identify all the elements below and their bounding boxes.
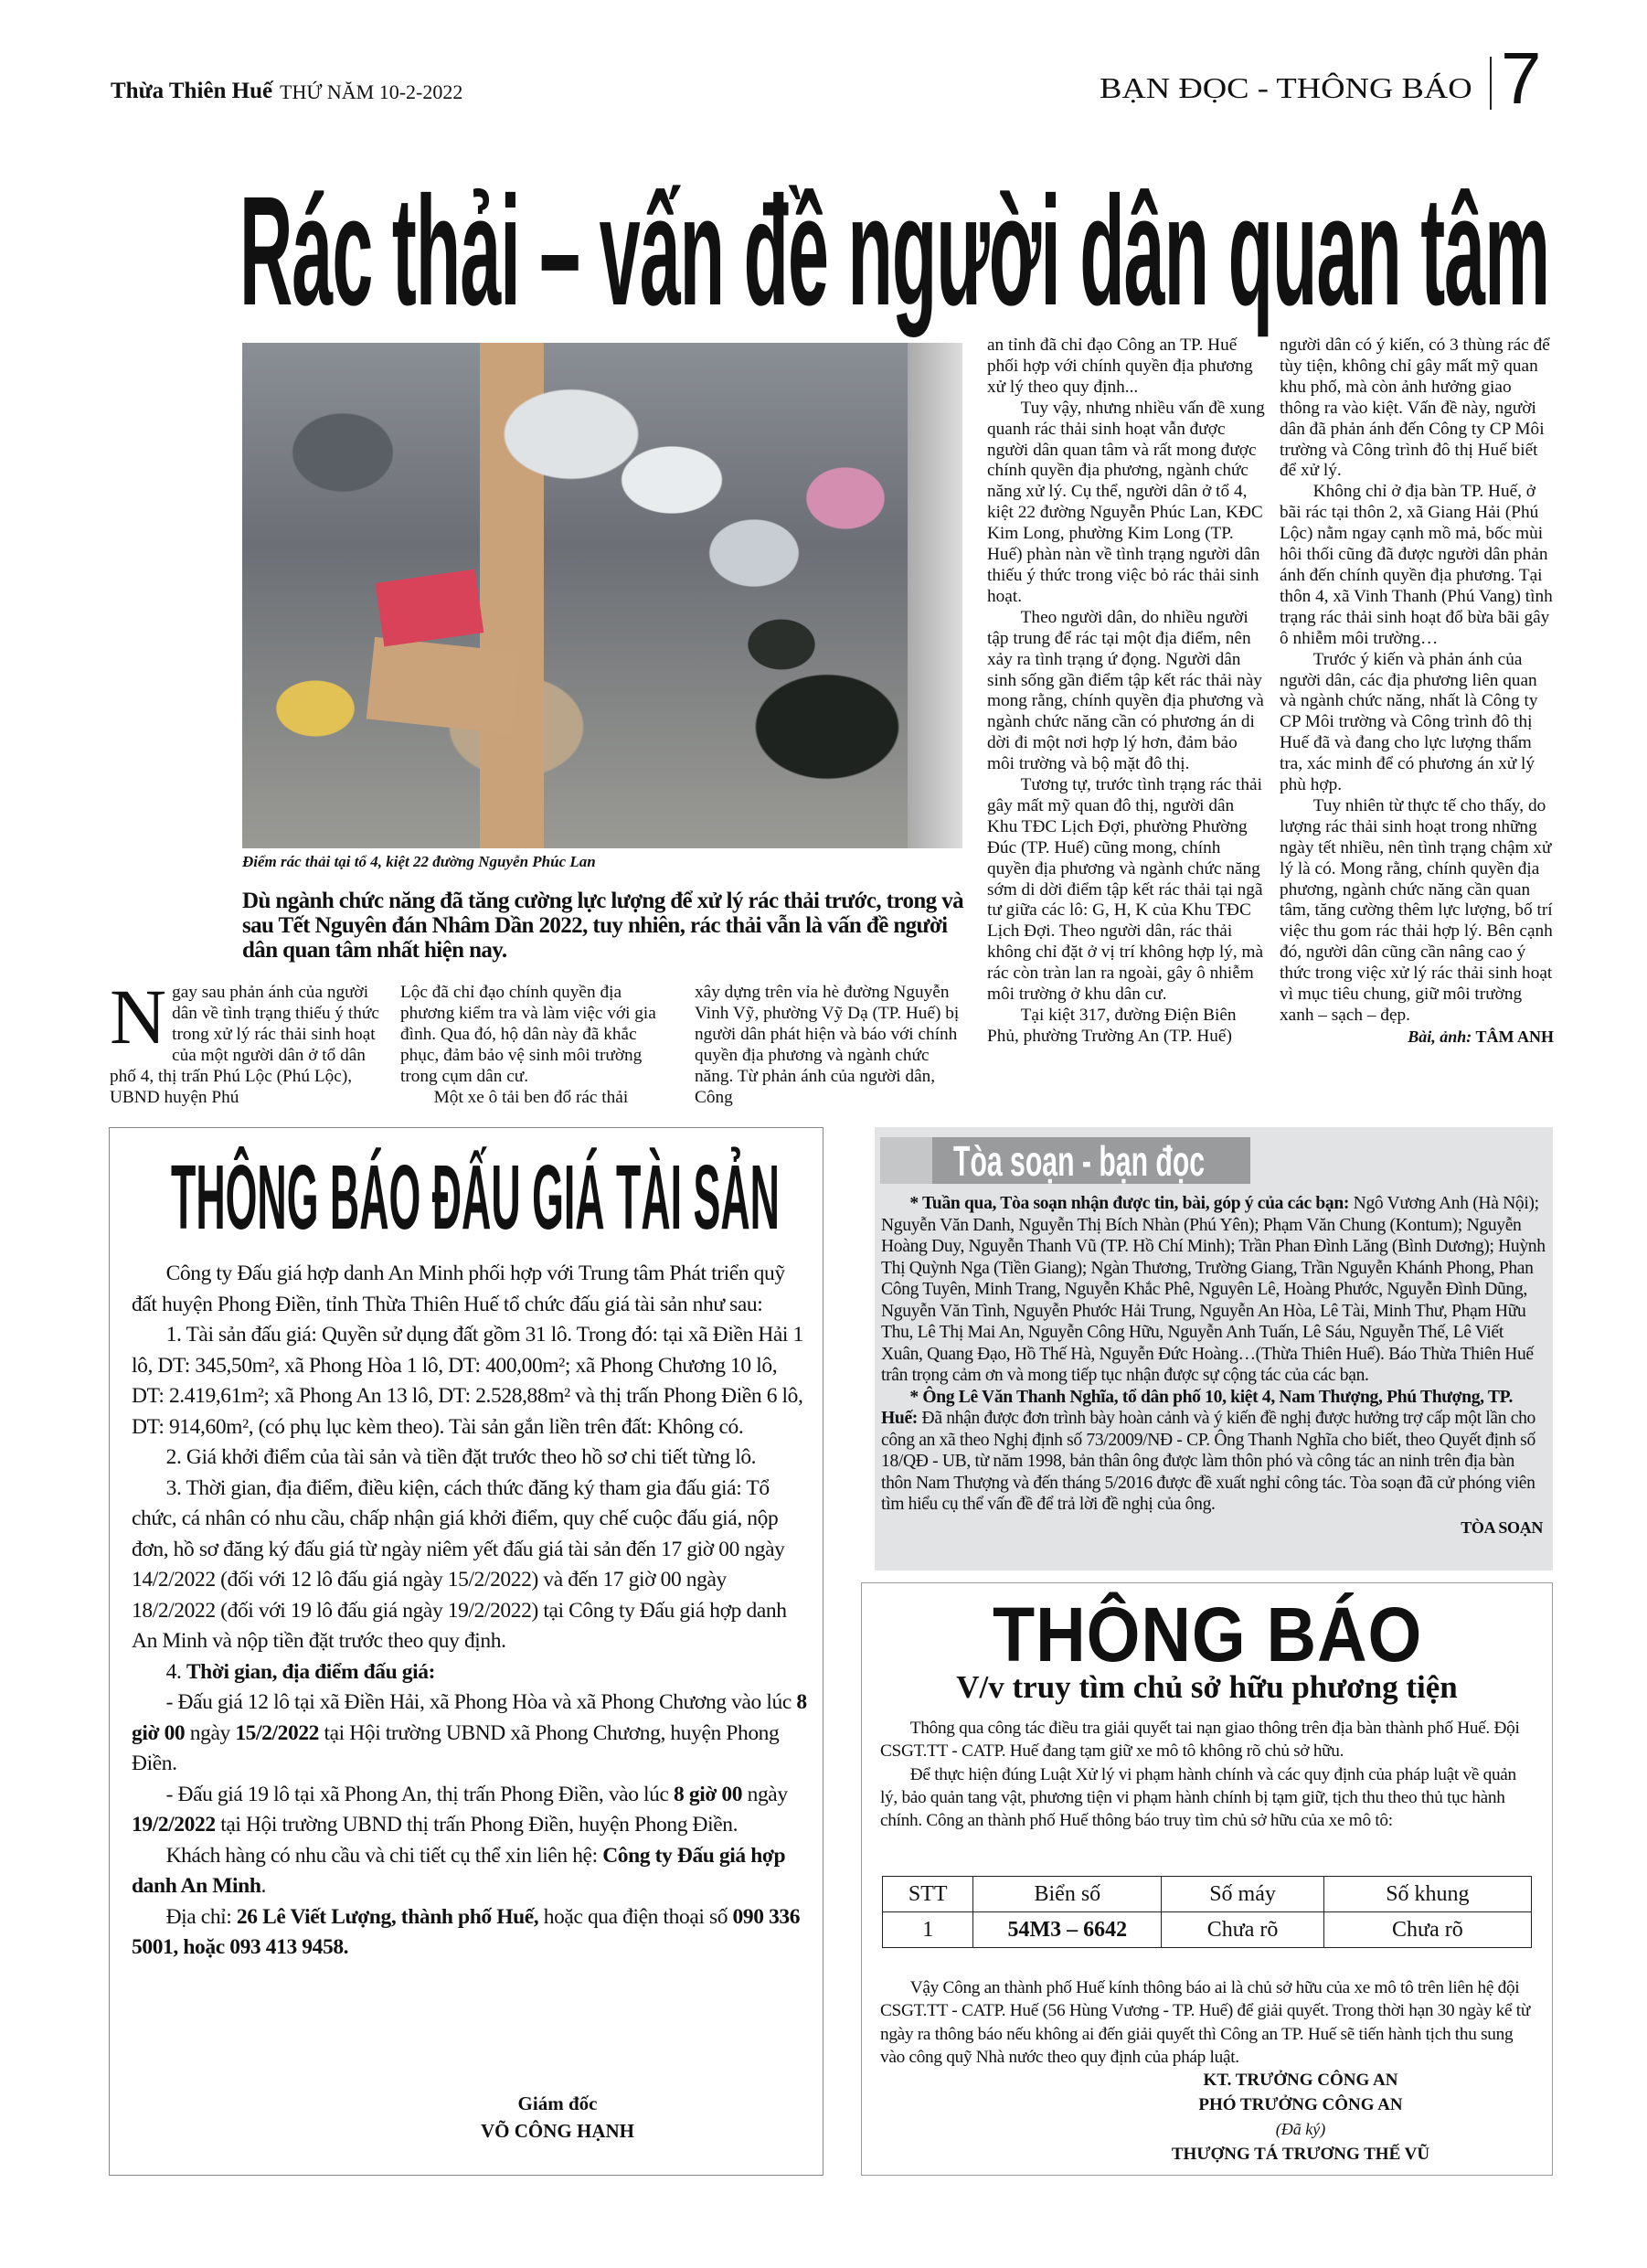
table-header-row	[883, 1877, 1532, 1912]
paragraph	[132, 1902, 813, 1964]
photo-wall	[908, 343, 962, 848]
bold-text: 8 giờ 00	[132, 1690, 807, 1745]
headline: Rác thải – vấn đề người dân quan tâm	[239, 165, 1550, 338]
col-stt: STT	[883, 1877, 973, 1912]
paragraph: Một xe ô tải ben đổ rác thải	[433, 1087, 629, 1107]
byline-label: Bài, ảnh:	[1408, 1027, 1472, 1046]
table-row	[883, 1912, 1532, 1948]
editorial-title-box	[953, 1139, 1205, 1183]
article-column-2	[400, 983, 665, 1108]
notice-closing	[880, 1976, 1535, 2069]
paragraph	[132, 1688, 813, 1780]
text: Đã nhận được đơn trình bày hoàn cảnh và ý kiến đề nghị được hưởng trợ cấp một lần cho công an xã theo Nghị định số 73/2009/NĐ - CP. Ông Thanh Nghĩa cho biết, theo Quyết định số 18/QĐ - UB, từ năm 1998, bản thân ông được làm thôn phó và công tác an ninh trên địa bàn thôn Nam Thượng và đến tháng 5/2016 được đề xuất nghỉ công tác. Tòa soạn đã cử phóng viên tìm hiểu cụ thể vấn đề để trả lời đề nghị của ông.	[881, 1409, 1536, 1514]
bold-text: 19/2/2022	[132, 1813, 216, 1837]
notice-sign-name: THƯỢNG TÁ TRƯƠNG THẾ VŨ	[1171, 2145, 1430, 2164]
bold-text: Thời gian, địa điểm đấu giá:	[186, 1659, 436, 1684]
paragraph: Tuy vậy, nhưng nhiều vấn đề xung quanh rác thải sinh hoạt vẫn được người dân quan tâm và rất mong được chính quyền địa phương, ngành chức năng xử lý. Cụ thể, người dân ở tổ 4, kiệt 22 đường Nguyễn Phúc Lan, KĐC Kim Long, phường Kim Long (TP. Huế) phàn nàn về tình trạng người dân thiếu ý thức trong việc bỏ rác thải sinh hoạt.	[987, 398, 1265, 606]
paragraph: Lộc đã chỉ đạo chính quyền địa phương kiểm tra và làm việc với gia đình. Qua đó, hộ dân này đã khắc phục, đảm bảo vệ sinh môi trường trong cụm dân cư.	[400, 983, 656, 1086]
article-column-4	[987, 335, 1267, 1048]
text: ngày	[742, 1782, 788, 1806]
text: ngày	[185, 1720, 236, 1745]
cell-engine: Chưa rõ	[1162, 1912, 1324, 1948]
text: Địa chỉ:	[165, 1904, 237, 1929]
article-column-5	[1280, 335, 1554, 1048]
editorial-paragraphs	[881, 1193, 1546, 1516]
paragraph	[132, 1780, 813, 1841]
notice-sign-note: (Đã ký)	[1275, 2120, 1326, 2138]
editorial-title: Tòa soạn - bạn đọc	[953, 1137, 1206, 1185]
text: - Đấu giá 12 lô tại xã Điền Hải, xã Phong Hòa và xã Phong Chương vào lúc	[165, 1690, 797, 1714]
paragraph: Để thực hiện đúng Luật Xử lý vi phạm hành chính và các quy định của pháp luật về quản lý, bảo quản tang vật, phương tiện vi phạm hành chính bị tạm giữ, tịch thu theo thủ tục hành chính. Công an thành phố Huế thông báo truy tìm chủ sở hữu của xe mô tô:	[880, 1764, 1516, 1831]
notice-body	[880, 1717, 1535, 1832]
paragraph: Tương tự, trước tình trạng rác thải gây mất mỹ quan đô thị, người dân Khu TĐC Lịch Đợi, phường Phường Đúc (TP. Huế) cũng mong, chính quyền địa phương và ngành chức năng sớm di dời điểm tập kết rác thải tại ngã tư giữa các lô: G, H, K của Khu TĐC Lịch Đợi. Theo người dân, rác thải không chỉ đặt ở vị trí không hợp lý, mà rác còn tràn lan ra ngoài, gây ô nhiễm môi trường ở khu dân cư.	[987, 775, 1264, 1005]
article-column-5-text	[1280, 335, 1554, 1027]
article-lead: Dù ngành chức năng đã tăng cường lực lượng để xử lý rác thải trước, trong và sau Tết Nguyên đán Nhâm Dần 2022, tuy nhiên, rác thải vẫn là vấn đề người dân quan tâm nhất hiện nay.	[242, 889, 963, 963]
auction-title: THÔNG BÁO ĐẤU GIÁ TÀI SẢN	[171, 1146, 780, 1249]
paragraph	[881, 1193, 1546, 1387]
paragraph: xây dựng trên vỉa hè đường Nguyễn Vinh Vỹ, phường Vỹ Dạ (TP. Huế) bị người dân phát hiện và báo với chính quyền địa phương và ngành chức năng. Từ phản ánh của người dân, Công	[695, 983, 960, 1107]
notice-sign-line1: KT. TRƯỞNG CÔNG AN	[1203, 2071, 1398, 2090]
paragraph: người dân có ý kiến, có 3 thùng rác để tùy tiện, không chỉ gây mất mỹ quan khu phố, mà còn ảnh hưởng giao thông ra vào kiệt. Vấn đề này, người dân đã phản ánh đến Công ty CP Môi trường và Công trình đô thị Huế biết để xử lý.	[1280, 335, 1550, 481]
text: - Đấu giá 19 lô tại xã Phong An, thị trấn Phong Điền, vào lúc	[165, 1782, 675, 1806]
page-number: 7	[1501, 37, 1542, 119]
editorial-box	[875, 1127, 1553, 1571]
col-frame: Số khung	[1323, 1877, 1531, 1912]
editorial-header-bar	[880, 1137, 1250, 1184]
editorial-body	[881, 1193, 1546, 1539]
byline-name: TÂM ANH	[1475, 1027, 1554, 1046]
paragraph: 3. Thời gian, địa điểm, điều kiện, cách thức đăng ký tham gia đấu giá: Tổ chức, cá nhân có nhu cầu, chấp nhận giá khởi điểm, quy chế cuộc đấu giá, nộp đơn, hồ sơ đăng ký đấu giá từ ngày niêm yết đấu giá tài sản đến 17 giờ 00 ngày 14/2/2022 (đối với 12 lô đấu giá ngày 15/2/2022) và đến 17 giờ 00 ngày 18/2/2022 (đối với 19 lô đấu giá ngày 19/2/2022) tại Công ty Đấu giá hợp danh An Minh và nộp tiền đặt trước theo quy định.	[132, 1475, 787, 1653]
paragraph: Theo người dân, do nhiều người tập trung để rác tại một địa điểm, nên xảy ra tình trạng ứ đọng. Người dân sinh sống gần điểm tập kết rác thải này mong rằng, chính quyền địa phương và ngành chức năng cần có phương án di dời đi một nơi hợp lý hơn, đảm bảo môi trường và bộ mặt đô thị.	[987, 607, 1264, 774]
paragraph: Không chỉ ở địa bàn TP. Huế, ở bãi rác tại thôn 2, xã Giang Hải (Phú Lộc) nằm ngay cạnh mồ mả, bốc mùi hôi thối cũng đã được người dân phản ánh đến chính quyền địa phương. Tại thôn 4, xã Vinh Thanh (Phú Vang) tình trạng rác thải sinh hoạt đổ bừa bãi gây ô nhiễm môi trường…	[1280, 482, 1553, 648]
col-plate: Biển số	[973, 1877, 1162, 1912]
editorial-signature: TÒA SOẠN	[1461, 1517, 1543, 1537]
cell-frame: Chưa rõ	[1323, 1912, 1531, 1948]
text: tại Hội trường UBND xã Phong Chương, huyện Phong Điền.	[132, 1720, 780, 1775]
paragraph: 1. Tài sản đấu giá: Quyền sử dụng đất gồm 31 lô. Trong đó: tại xã Điền Hải 1 lô, DT: 345,50m², xã Phong Hòa 1 lô, DT: 400,00m²; xã Phong Chương 10 lô, DT: 2.419,61m²; xã Phong An 13 lô, DT: 2.528,88m² và thị trấn Phong Điền 6 lô, DT: 914,60m², (có phụ lục kèm theo). Tài sản gắn liền trên đất: Không có.	[132, 1323, 803, 1439]
article-column-1	[110, 973, 384, 1108]
text: Khách hàng có nhu cầu và chi tiết cụ thể xin liên hệ:	[165, 1843, 603, 1868]
article-photo	[242, 343, 962, 848]
text: tại Hội trường UBND thị trấn Phong Điền, huyện Phong Điền.	[215, 1813, 738, 1837]
photo-red-box	[376, 570, 484, 647]
bold-text: 090 336 5001, hoặc 093 413 9458.	[132, 1904, 801, 1959]
text: hoặc qua điện thoại số	[538, 1904, 733, 1929]
cell-stt: 1	[883, 1912, 973, 1948]
drop-cap: N	[110, 973, 167, 1060]
text: Ngô Vương Anh (Hà Nội); Nguyễn Văn Danh, Nguyễn Thị Bích Nhàn (Phú Yên); Phạm Văn Chung (Kontum); Nguyễn Hoàng Duy, Nguyễn Thanh Vũ (TP. Hồ Chí Minh); Trần Phan Đình Lăng (Bình Dương); Huỳnh Thị Quỳnh Nga (Tiền Giang); Ngàn Thương, Trường Giang, Trần Nguyễn Khánh Phong, Phan Công Tuyên, Minh Trang, Nguyễn Khắc Phê, Nguyên Lê, Hoàng Phước, Nguyễn Đình Dũng, Nguyễn Văn Tình, Nguyễn Phước Hải Trung, Nguyễn An Hòa, Lê Tài, Minh Thư, Phạm Hữu Thu, Lê Thị Mai An, Nguyễn Công Hữu, Nguyễn Anh Tuấn, Lê Sáu, Nguyễn Thế, Lê Viết Xuân, Quang Đạo, Hồ Thế Hà, Nguyễn Đức Hoàng…(Thừa Thiên Huế). Báo Thừa Thiên Huế trân trọng cảm ơn và mong tiếp tục nhận được sự cộng tác của các bạn.	[881, 1194, 1546, 1385]
paragraph: Vậy Công an thành phố Huế kính thông báo ai là chủ sở hữu của xe mô tô trên liên hệ đội CSGT.TT - CATP. Huế (56 Hùng Vương - TP. Huế) để giải quyết. Trong thời hạn 30 ngày kể từ ngày ra thông báo nếu không ai đến giải quyết thì Công an TP. Huế sẽ tiến hành tịch thu sung vào công quỹ Nhà nước theo quy định của pháp luật.	[880, 1978, 1531, 2067]
paragraph: Tại kiệt 317, đường Điện Biên Phủ, phường Trường An (TP. Huế)	[987, 1006, 1237, 1046]
bold-text: 15/2/2022	[235, 1720, 320, 1745]
section-title-box	[1100, 71, 1472, 105]
notice-title: THÔNG BÁO	[993, 1592, 1423, 1677]
paragraph: Công ty Đấu giá hợp danh An Minh phối hợp với Trung tâm Phát triển quỹ đất huyện Phong Điền, tỉnh Thừa Thiên Huế tổ chức đấu giá tài sản như sau:	[132, 1262, 785, 1316]
bold-text: Công ty Đấu giá hợp danh An Minh	[132, 1843, 786, 1898]
bold-text: * Ông Lê Văn Thanh Nghĩa, tổ dân phố 10, kiệt 4, Nam Thượng, Phú Thượng, TP. Huế:	[881, 1387, 1513, 1428]
issue-date: THỨ NĂM 10-2-2022	[280, 80, 463, 103]
editorial-header-accent	[880, 1137, 932, 1184]
auction-title-box	[171, 1146, 780, 1249]
paragraph: Thông qua công tác điều tra giải quyết tai nạn giao thông trên địa bàn thành phố Huế. Đội CSGT.TT - CATP. Huế đang tạm giữ xe mô tô không rõ chủ sở hữu.	[880, 1719, 1520, 1762]
bold-text: 26 Lê Viết Lượng, thành phố Huế,	[236, 1904, 539, 1929]
notice-title-box	[993, 1592, 1423, 1677]
section-title: BẠN ĐỌC - THÔNG BÁO	[1100, 71, 1472, 104]
vehicle-table	[882, 1876, 1532, 1948]
photo-cardboard	[367, 637, 521, 734]
paragraph: Trước ý kiến và phản ánh của người dân, các địa phương liên quan và ngành chức năng, nhất là Công ty CP Môi trường và Công trình đô thị Huế đã và đang cho lực lượng thẩm tra, xác minh để có phương án xử lý phù hợp.	[1280, 649, 1538, 795]
masthead: Thừa Thiên Huế	[111, 79, 273, 103]
headline-box	[239, 165, 1550, 338]
paragraph	[132, 1657, 813, 1688]
page-divider	[1490, 57, 1492, 110]
byline	[1280, 1027, 1554, 1048]
text: .	[260, 1874, 266, 1898]
auction-signer-name: VÕ CÔNG HẠNH	[481, 2120, 634, 2142]
notice-sign-line2: PHÓ TRƯỞNG CÔNG AN	[1198, 2095, 1403, 2114]
paragraph: 2. Giá khởi điểm của tài sản và tiền đặt trước theo hồ sơ chi tiết từng lô.	[165, 1445, 757, 1469]
text: 4.	[165, 1659, 186, 1684]
bold-text: * Tuần qua, Tòa soạn nhận được tin, bài, góp ý của các bạn:	[909, 1194, 1350, 1213]
col-engine: Số máy	[1162, 1877, 1324, 1912]
cell-plate: 54M3 – 6642	[973, 1912, 1162, 1948]
paragraph	[132, 1841, 813, 1902]
paragraph: Tuy nhiên từ thực tế cho thấy, do lượng rác thải sinh hoạt trong những ngày tết nhiều, nên tình trạng chậm xử lý là có. Mong rằng, chính quyền địa phương, ngành chức năng cần quan tâm, tăng cường thêm lực lượng, bố trí việc thu gom rác thải hợp lý. Bên cạnh đó, người dân cũng cần nâng cao ý thức trong việc xử lý rác thải sinh hoạt vì mục tiêu chung, giữ môi trường xanh – sạch – đẹp.	[1280, 795, 1553, 1025]
paragraph: Ngay sau phản ánh của người dân về tình trạng thiếu ý thức trong xử lý rác thải sinh hoạt của một người dân ở tổ dân phố 4, thị trấn Phú Lộc (Phú Lộc), UBND huyện Phú	[110, 973, 379, 1107]
auction-signer-title: Giám đốc	[517, 2092, 598, 2114]
paragraph: an tỉnh đã chỉ đạo Công an TP. Huế phối hợp với chính quyền địa phương xử lý theo quy định...	[987, 335, 1253, 397]
auction-body	[132, 1259, 813, 1964]
photo-caption: Điểm rác thải tại tổ 4, kiệt 22 đường Nguyễn Phúc Lan	[242, 853, 596, 870]
vehicle-notice	[861, 1582, 1553, 2176]
paragraph	[881, 1387, 1546, 1516]
article-column-3	[695, 983, 960, 1108]
notice-subtitle: V/v truy tìm chủ sở hữu phương tiện	[956, 1669, 1458, 1705]
auction-notice	[109, 1127, 824, 2176]
bold-text: 8 giờ 00	[674, 1782, 743, 1806]
